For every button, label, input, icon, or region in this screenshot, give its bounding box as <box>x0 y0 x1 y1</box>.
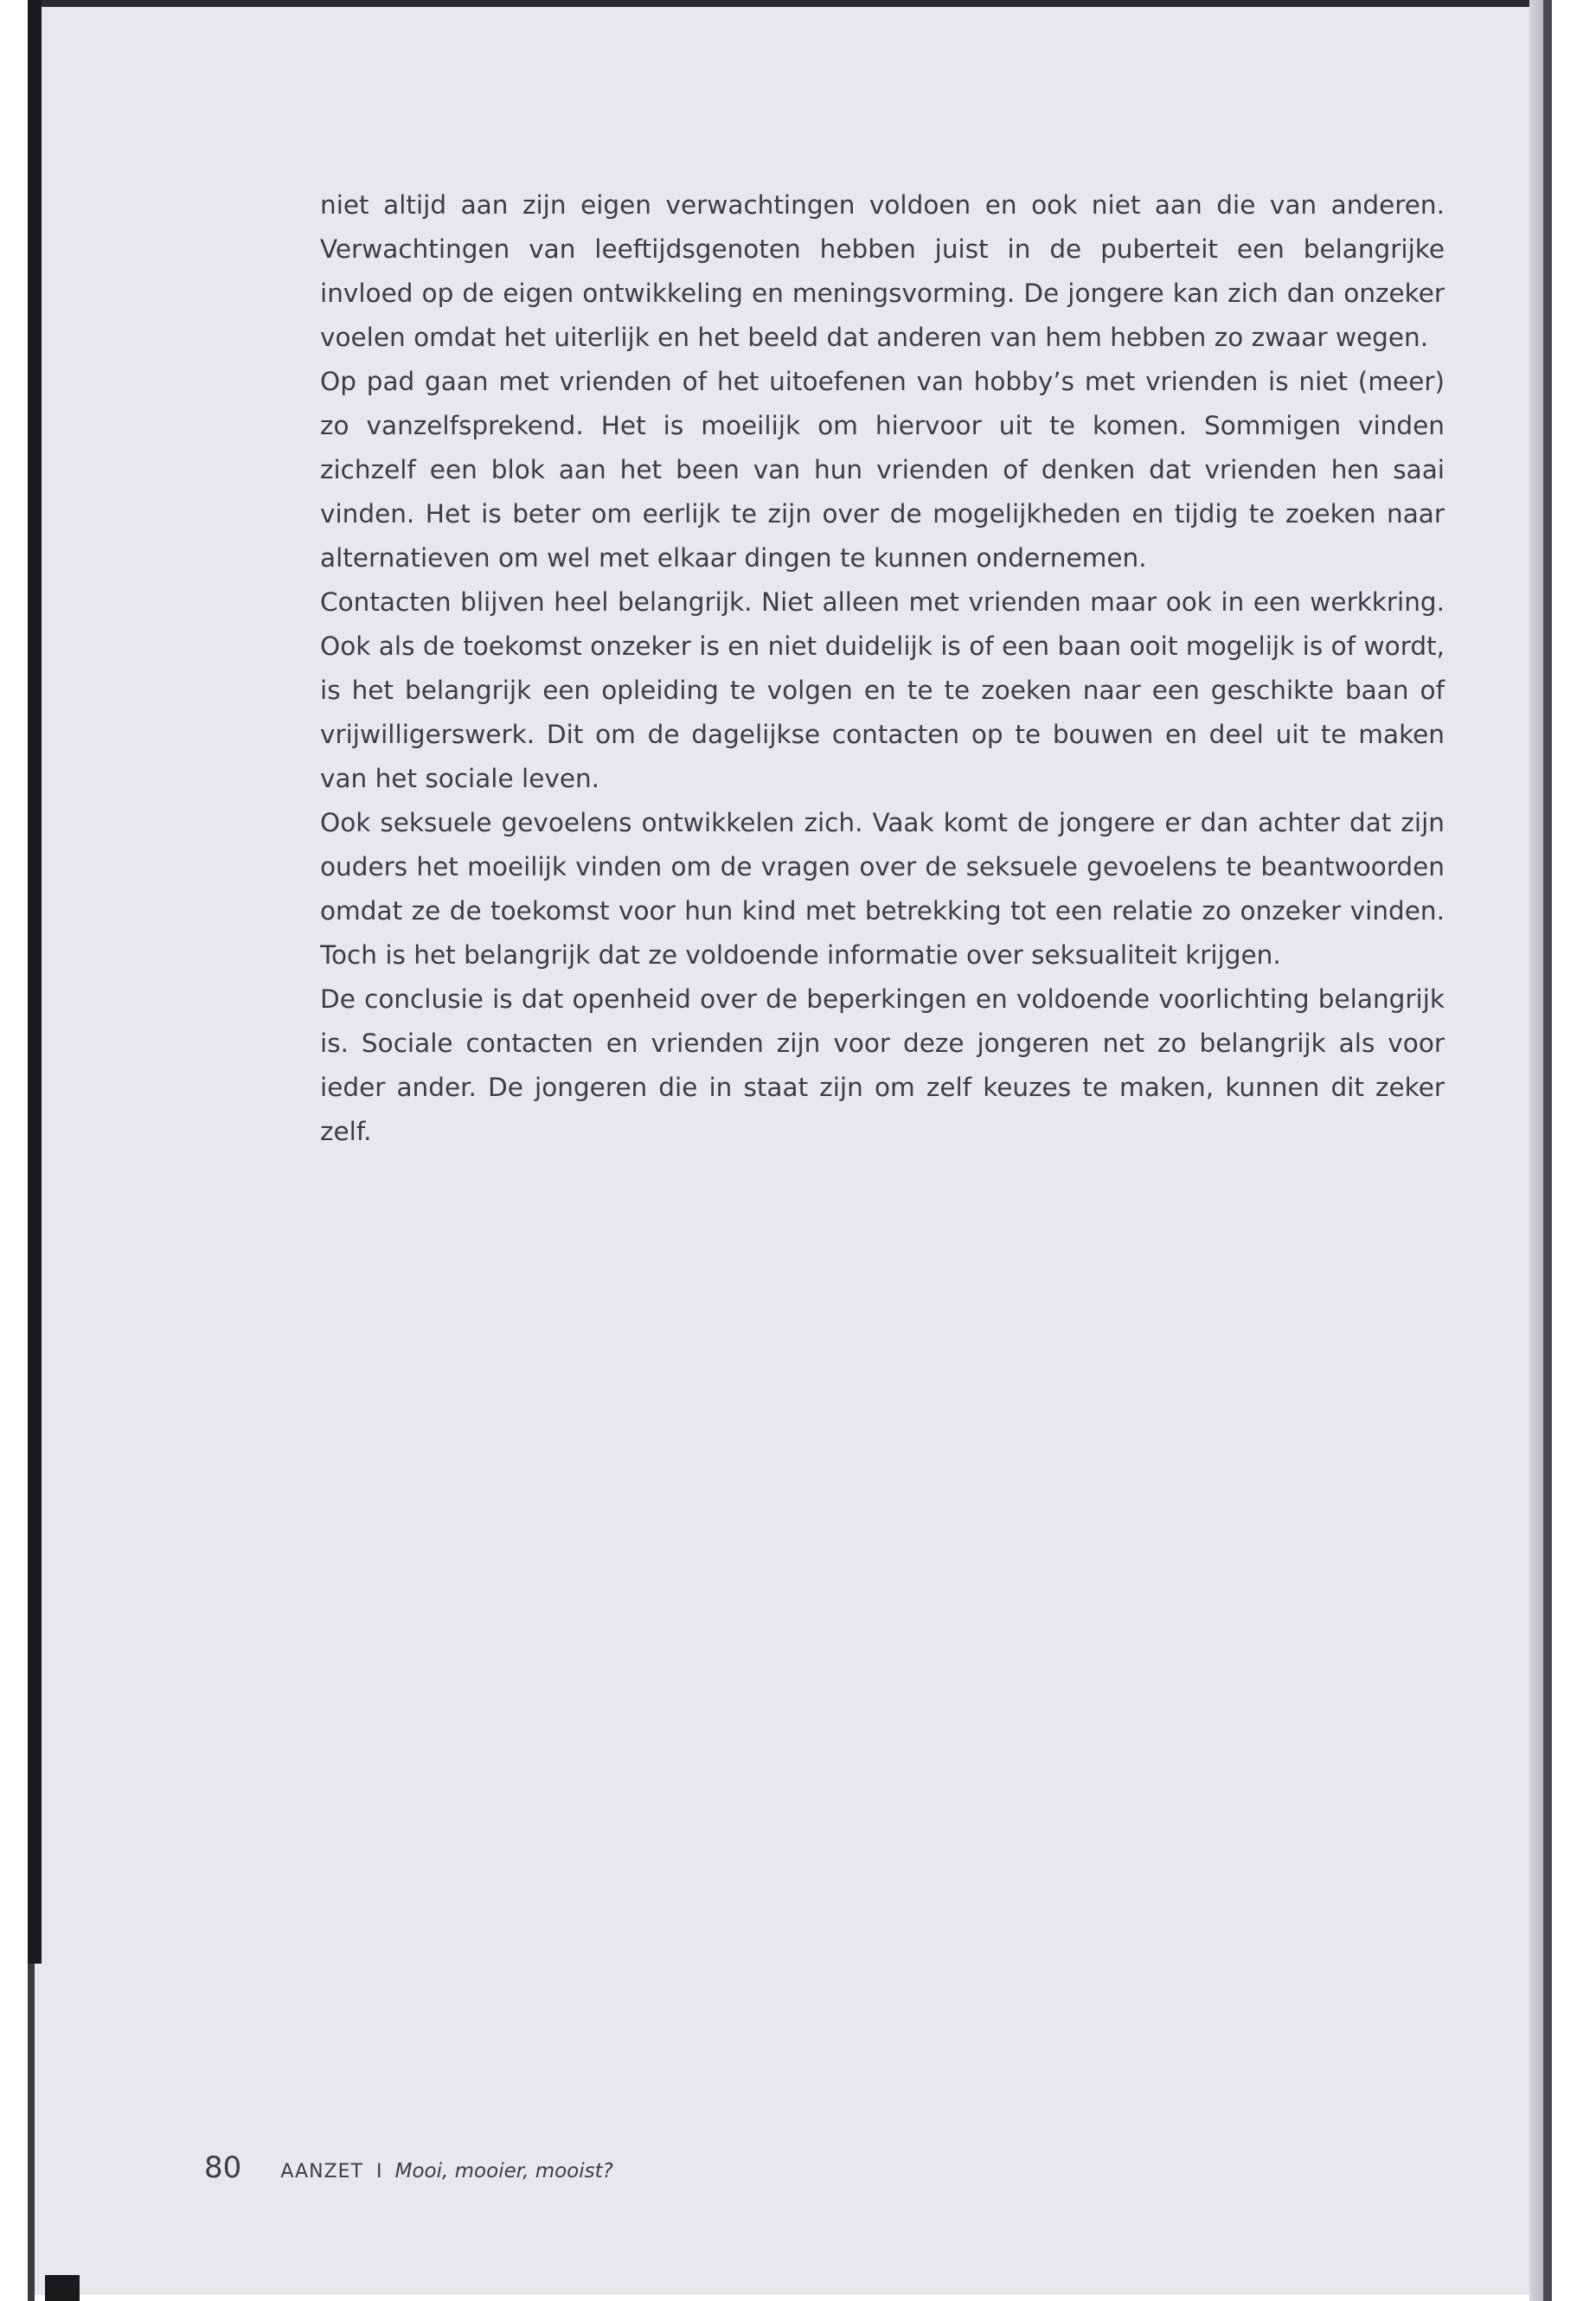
book-title: Mooi, mooier, mooist? <box>394 2160 613 2182</box>
top-edge <box>28 0 1543 7</box>
corner-mark <box>45 2275 80 2301</box>
paragraph: Contacten blijven heel belangrijk. Niet alleen met vrienden maar ook in een werkkring. Ook als de toekomst onzeker is en niet duidelijk is of een baan ooit mogelijk is of wordt, is het belangrijk een opleiding te volgen en te te zoeken naar een geschikte baan of vrijwilligerswerk. Dit om de dagelijkse contacten op te bouwen en deel uit te maken van het sociale leven. <box>320 587 1445 793</box>
binding-edge <box>28 0 42 1964</box>
right-page-edge <box>1529 0 1543 2301</box>
series-name: AANZET <box>280 2161 363 2182</box>
paragraph: Ook seksuele gevoelens ontwikkelen zich. Vaak komt de jongere er dan achter dat zijn ouders het moeilijk vinden om de vragen over de seksuele gevoelens te beantwoorden omdat ze de toekomst voor hun kind met betrekking tot een relatie zo onzeker vinden. Toch is het belangrijk dat ze voldoende informatie over seksualiteit krijgen. <box>320 808 1445 970</box>
page-footer <box>204 2150 613 2185</box>
body-text <box>320 183 1445 1154</box>
footer-separator: I <box>376 2161 382 2182</box>
right-scan-border <box>1543 0 1552 2301</box>
paragraph: De conclusie is dat openheid over de beperkingen en voldoende voorlichting belangrijk is. Sociale contacten en vrienden zijn voor deze jongeren net zo belangrijk als voor ieder ander. De jongeren die in staat zijn om zelf keuzes te maken, kunnen dit zeker zelf. <box>320 984 1445 1146</box>
binding-edge-lower <box>28 1964 35 2301</box>
paragraph: niet altijd aan zijn eigen verwachtingen voldoen en ook niet aan die van anderen. Verwachtingen van leeftijdsgenoten hebben juist in de puberteit een belangrijke invloed op de eigen ontwikkeling en meningsvorming. De jongere kan zich dan onzeker voelen omdat het uiterlijk en het beeld dat anderen van hem hebben zo zwaar wegen. <box>320 190 1445 352</box>
paragraph: Op pad gaan met vrienden of het uitoefenen van hobby’s met vrienden is niet (meer) zo vanzelfsprekend. Het is moeilijk om hiervoor uit te komen. Sommigen vinden zichzelf een blok aan het been van hun vrienden of denken dat vrienden hen saai vinden. Het is beter om eerlijk te zijn over de mogelijkheden en tijdig te zoeken naar alternatieven om wel met elkaar dingen te kunnen ondernemen. <box>320 367 1445 573</box>
page-number: 80 <box>204 2150 242 2185</box>
